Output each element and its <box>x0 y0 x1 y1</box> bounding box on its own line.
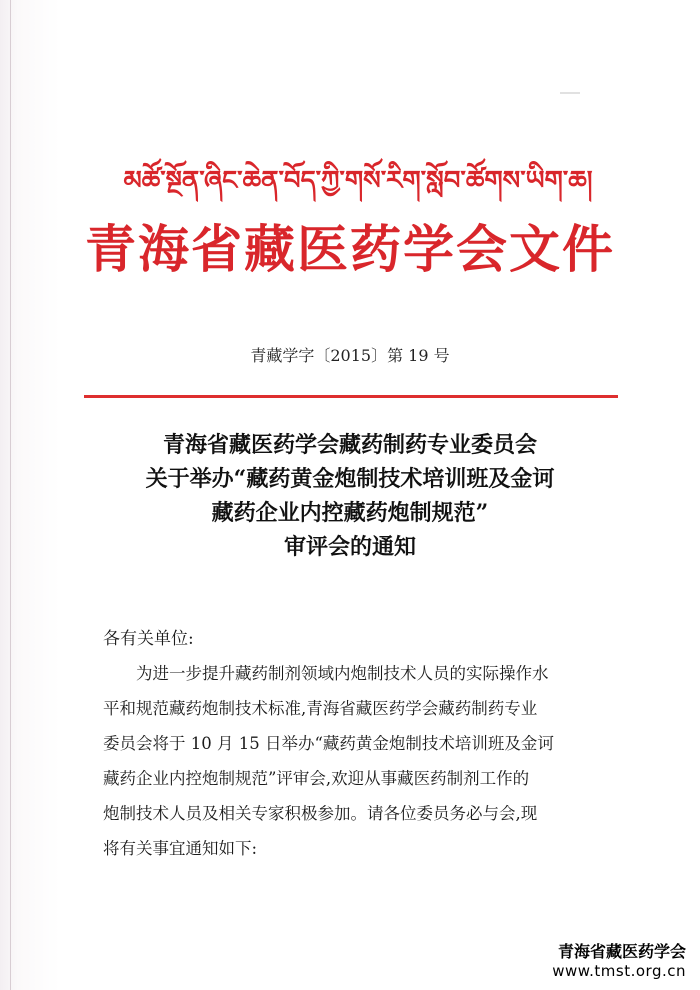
body-line: 炮制技术人员及相关专家积极参加。请各位委员务必与会,现 <box>103 804 538 823</box>
body-line: 将有关事宜通知如下: <box>103 839 258 858</box>
headline-line: 审评会的通知 <box>283 534 416 560</box>
showthrough-mark <box>560 92 580 94</box>
body-paragraph <box>103 656 611 866</box>
tibetan-letterhead-title: མཚོ་སྔོན་ཞིང་ཆེན་བོད་ཀྱི་གསོ་རིག་སློབ་ཚོགས་ཡིག་ཆ། <box>123 166 593 196</box>
body-line: 委员会将于 10 月 15 日举办“藏药黄金炮制技术培训班及金诃 <box>103 734 554 753</box>
chinese-letterhead-title: 青海省藏医药学会文件 <box>84 220 615 280</box>
body-line: 藏药企业内控炮制规范”评审会,欢迎从事藏医药制剂工作的 <box>103 769 530 788</box>
body-line: 平和规范藏药炮制技术标准,青海省藏医药学会藏药制药专业 <box>103 699 538 718</box>
red-divider-line <box>84 395 618 398</box>
page-edge-line <box>10 0 11 990</box>
salutation: 各有关单位: <box>103 629 194 649</box>
headline-line: 藏药企业内控藏药炮制规范” <box>211 500 489 526</box>
notice-headline <box>80 428 620 564</box>
headline-line: 关于举办“藏药黄金炮制技术培训班及金诃 <box>145 466 555 492</box>
headline-line: 青海省藏医药学会藏药制药专业委员会 <box>162 432 537 458</box>
watermark-name: 青海省藏医药学会 <box>557 942 686 961</box>
document-number: 青藏学字〔2015〕第 19 号 <box>250 346 450 365</box>
site-watermark <box>506 942 686 980</box>
watermark-url: www.tmst.org.cn <box>552 962 686 980</box>
body-line: 为进一步提升藏药制剂领域内炮制技术人员的实际操作水 <box>136 664 549 683</box>
